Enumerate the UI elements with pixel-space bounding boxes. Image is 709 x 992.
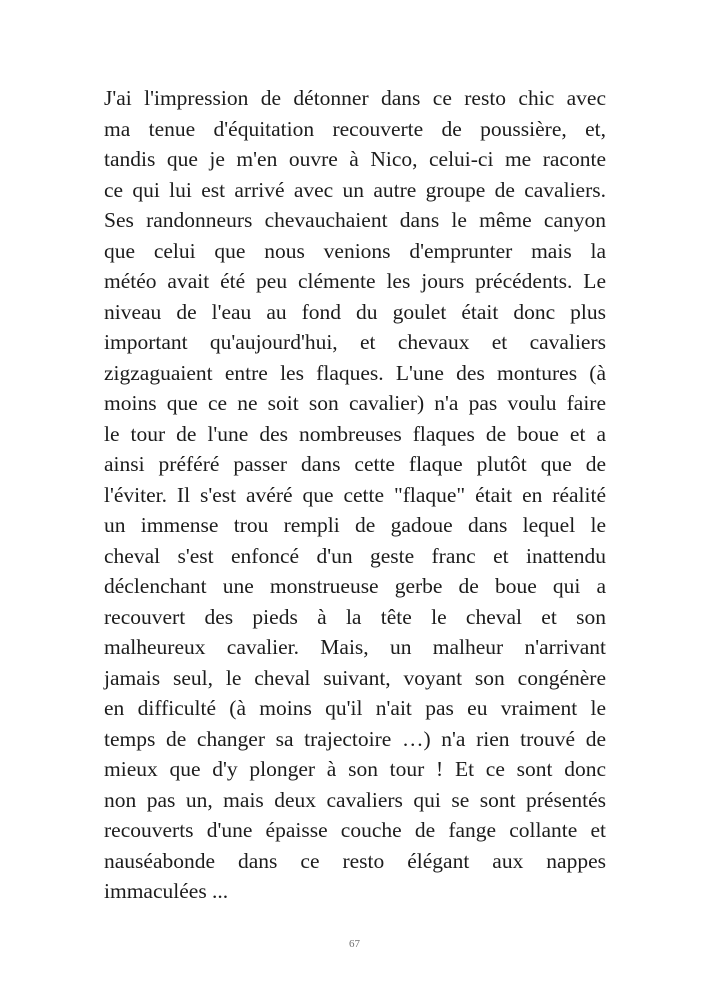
text-line: Ses randonneurs chevauchaient dans le même canyon — [104, 208, 606, 232]
text-line: nauséabonde dans ce resto élégant aux nappes — [104, 848, 606, 873]
text-line: mieux que d'y plonger à son tour ! Et ce sont donc — [104, 757, 606, 781]
text-line: ainsi préféré passer dans cette flaque plutôt que de — [104, 452, 606, 476]
text-line: temps de changer sa trajectoire …) n'a rien trouvé de — [104, 726, 606, 751]
body-paragraph — [104, 83, 606, 907]
text-line: recouvert des pieds à la tête le cheval et son — [104, 604, 606, 629]
text-line: non pas un, mais deux cavaliers qui se sont présentés — [104, 787, 606, 812]
text-line: ma tenue d'équitation recouverte de poussière, et, — [104, 116, 606, 141]
text-line: immaculées ... — [104, 879, 229, 903]
text-line: zigzaguaient entre les flaques. L'une des montures (à — [104, 360, 606, 385]
text-line: l'éviter. Il s'est avéré que cette "flaque" était en réalité — [104, 482, 606, 507]
text-line: moins que ce ne soit son cavalier) n'a pas voulu faire — [104, 391, 606, 415]
text-line: J'ai l'impression de détonner dans ce resto chic avec — [104, 86, 606, 110]
text-line: que celui que nous venions d'emprunter mais la — [104, 238, 606, 263]
text-line: en difficulté (à moins qu'il n'ait pas eu vraiment le — [104, 696, 606, 720]
text-line: niveau de l'eau au fond du goulet était donc plus — [104, 299, 606, 324]
text-line: recouverts d'une épaisse couche de fange collante et — [104, 818, 606, 842]
page-number: 67 — [349, 938, 360, 950]
text-line: un immense trou rempli de gadoue dans lequel le — [104, 513, 606, 537]
text-line: jamais seul, le cheval suivant, voyant son congénère — [104, 665, 606, 690]
text-line: déclenchant une monstrueuse gerbe de boue qui a — [104, 574, 606, 598]
text-line: cheval s'est enfoncé d'un geste franc et inattendu — [104, 543, 606, 568]
text-line: le tour de l'une des nombreuses flaques de boue et a — [104, 421, 606, 446]
text-line: ce qui lui est arrivé avec un autre groupe de cavaliers. — [104, 177, 606, 202]
text-line: tandis que je m'en ouvre à Nico, celui-ci me raconte — [104, 147, 606, 171]
text-line: malheureux cavalier. Mais, un malheur n'arrivant — [104, 635, 606, 659]
text-line: météo avait été peu clémente les jours précédents. Le — [104, 269, 606, 293]
text-line: important qu'aujourd'hui, et chevaux et cavaliers — [104, 330, 606, 354]
